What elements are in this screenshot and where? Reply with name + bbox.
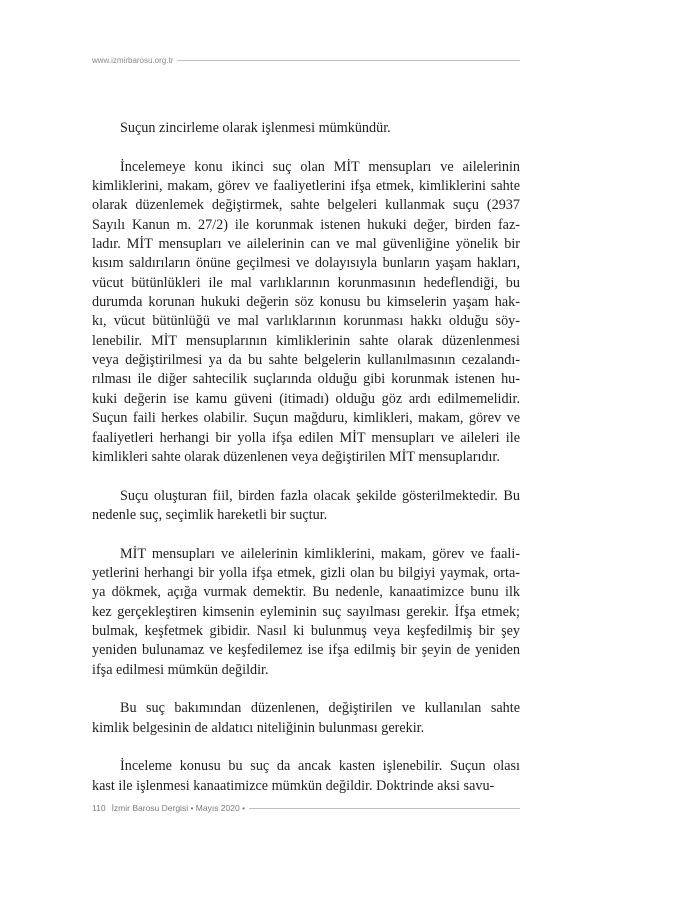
- text-line: kısım saldırıların önüne geçilmesi ve dolayısıyla bunların yaşam hakları,: [92, 255, 520, 272]
- text-line: İncelemeye konu ikinci suç olan MİT mensupları ve ailelerinin: [120, 158, 520, 175]
- paragraph: [92, 487, 520, 526]
- text-line: kast ile işlenmesi kanaatimizce mümkün değildir. Doktrinde aksi savu-: [92, 777, 495, 794]
- page-header: [92, 53, 520, 67]
- text-line: bulmak, keşfetmek gibidir. Nasıl ki bulunmuş veya keşfedilmiş bir şey: [92, 622, 520, 639]
- text-line: İnceleme konusu bu suç da ancak kasten işlenebilir. Suçun olası: [120, 758, 520, 775]
- text-line: ifşa edilmesi mümkün değildir.: [92, 661, 269, 678]
- text-line: Suçun faili herkes olabilir. Suçun mağduru, kimlikleri, makam, görev ve: [92, 410, 520, 427]
- text-line: Sayılı Kanun m. 27/2) ile korunmak istenen hukuki değer, birden faz-: [92, 216, 520, 233]
- text-line: kimlikleri sahte olarak düzenlenen veya değiştirilen MİT mensuplarıdır.: [92, 448, 500, 465]
- text-line: kimliklerini, makam, görev ve faaliyetlerini ifşa etmek, kimliklerini sahte: [92, 178, 520, 195]
- paragraph: [92, 545, 520, 680]
- text-line: yeniden bulunamaz ve keşfedilemez ise ifşa edilmiş bir şeyin de yeniden: [92, 642, 520, 659]
- footer-rule: [249, 808, 520, 809]
- page-number: 110: [92, 803, 106, 813]
- text-line: kimlik belgesinin de aldatıcı niteliğinin bulunması gerekir.: [92, 719, 425, 736]
- text-line: vücut bütünlükleri ile mal varlıklarının korunmasının hedeflendiği, bu: [92, 274, 520, 291]
- text-line: rılması ile diğer sahtecilik suçlarında olduğu gibi korunmak istenen hu-: [92, 371, 520, 388]
- text-line: Suçu oluşturan fiil, birden fazla olacak şekilde gösterilmektedir. Bu: [120, 487, 520, 504]
- body-text: [92, 119, 520, 796]
- paragraph: [92, 757, 520, 796]
- text-line: ya dökmek, açığa vurmak demektir. Bu nedenle, kanaatimizce bunu ilk: [92, 584, 520, 601]
- text-line: ladır. MİT mensupları ve ailelerinin can ve mal güvenliğine yönelik bir: [92, 236, 520, 253]
- text-line: durumda korunan hukuki değerin söz konusu bu kimselerin yaşam hak-: [92, 294, 520, 311]
- text-line: kı, vücut bütünlüğü ve mal varlıklarının korunması hakkı olduğu söy-: [92, 313, 520, 330]
- header-rule: [177, 60, 520, 61]
- paragraph: [92, 699, 520, 738]
- header-url: www.izmirbarosu.org.tr: [92, 55, 174, 65]
- text-line: MİT mensupları ve ailelerinin kimliklerini, makam, görev ve faali-: [120, 545, 520, 562]
- text-line: lenebilir. MİT mensuplarının kimliklerinin sahte olarak düzenlenmesi: [92, 332, 520, 349]
- journal-info: İzmir Barosu Dergisi • Mayıs 2020 •: [111, 803, 246, 813]
- text-line: yetlerini herhangi bir yolla ifşa etmek, gizli olan bu bilgiyi yaymak, orta-: [92, 564, 520, 581]
- text-line: Suçun zincirleme olarak işlenmesi mümkündür.: [120, 120, 391, 136]
- text-line: kez gerçekleştiren kimsenin eyleminin suç sayılması gerekir. İfşa etmek;: [92, 603, 520, 620]
- paragraph: [92, 119, 520, 138]
- text-line: nedenle suç, seçimlik hareketli bir suçtur.: [92, 506, 328, 523]
- paragraph: [92, 158, 520, 468]
- text-line: Bu suç bakımından düzenlenen, değiştirilen ve kullanılan sahte: [120, 700, 520, 717]
- text-line: veya değiştirilmesi ya da bu sahte belgelerin kullanılmasının cezalandı-: [92, 352, 520, 369]
- text-line: olarak düzenlemek değiştirmek, sahte belgeleri kullanmak suçu (2937: [92, 197, 520, 214]
- text-line: faaliyetleri herhangi bir yolla ifşa edilen MİT mensupları ve aileleri ile: [92, 429, 520, 446]
- page-footer: [92, 801, 520, 815]
- text-line: kuki değerin ise kamu güveni (itimadı) olduğu göz ardı edilmemelidir.: [92, 390, 520, 407]
